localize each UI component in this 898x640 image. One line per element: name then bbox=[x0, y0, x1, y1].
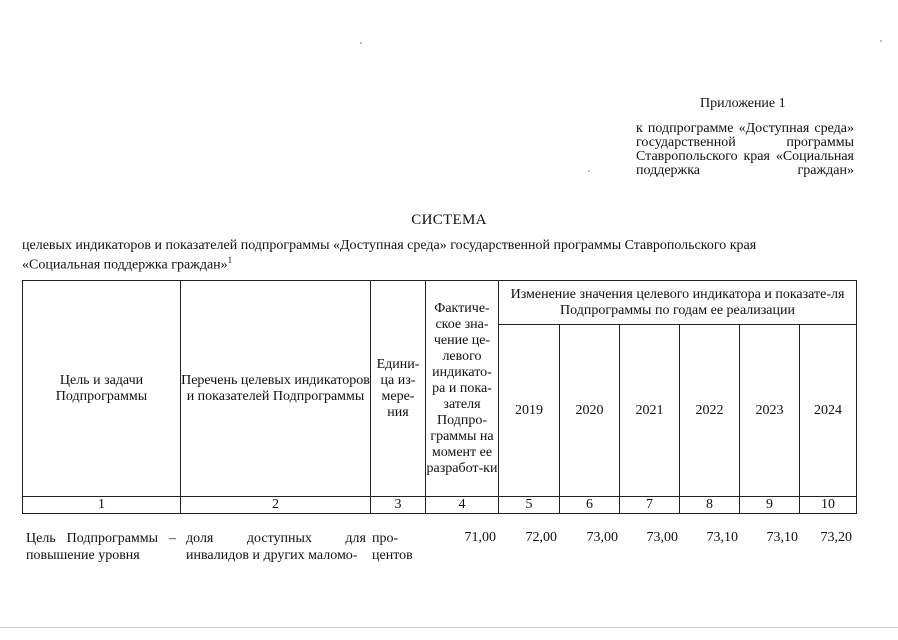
value-2023: 73,10 bbox=[766, 530, 798, 545]
appendix-text: к подпрограмме «Доступная среда» государственной программы Ставропольского края «Социальная поддержка граждан» bbox=[636, 121, 854, 178]
appendix-title: Приложение 1 bbox=[700, 96, 786, 111]
header-goal: Цель и задачи Подпрограммы bbox=[23, 281, 181, 497]
row-unit-text: про-центов bbox=[372, 531, 413, 563]
column-number: 3 bbox=[371, 497, 426, 514]
header-years-group: Изменение значения целевого индикатора и показате-ля Подпрограммы по годам ее реализации bbox=[499, 281, 857, 325]
row-goal-text: Цель Подпрограммы – повышение уровня bbox=[26, 531, 176, 563]
column-number: 9 bbox=[740, 497, 800, 514]
column-number: 7 bbox=[620, 497, 680, 514]
value-2019: 72,00 bbox=[525, 530, 557, 545]
column-number: 10 bbox=[800, 497, 857, 514]
document-subheading bbox=[22, 238, 856, 273]
scan-speck bbox=[588, 170, 590, 172]
scan-speck bbox=[360, 42, 362, 44]
column-number: 1 bbox=[23, 497, 181, 514]
column-number: 6 bbox=[560, 497, 620, 514]
header-indicators: Перечень целевых индикаторов и показателей Подпрограммы bbox=[181, 281, 371, 497]
header-year-2019: 2019 bbox=[499, 325, 560, 497]
value-actual: 71,00 bbox=[464, 530, 496, 545]
value-2024: 73,20 bbox=[820, 530, 852, 545]
column-number: 2 bbox=[181, 497, 371, 514]
column-number: 8 bbox=[680, 497, 740, 514]
footnote-mark: 1 bbox=[227, 255, 233, 265]
value-2020: 73,00 bbox=[586, 530, 618, 545]
header-year-2021: 2021 bbox=[620, 325, 680, 497]
scan-speck bbox=[880, 40, 882, 42]
header-year-2023: 2023 bbox=[740, 325, 800, 497]
row-indicator-text: доля доступных для инвалидов и других маломо- bbox=[186, 531, 366, 563]
value-2022: 73,10 bbox=[706, 530, 738, 545]
header-year-2020: 2020 bbox=[560, 325, 620, 497]
header-year-2024: 2024 bbox=[800, 325, 857, 497]
subheading-line-2: «Социальная поддержка граждан» bbox=[22, 257, 228, 273]
value-2021: 73,00 bbox=[646, 530, 678, 545]
indicators-table bbox=[22, 280, 857, 514]
scan-edge-line bbox=[0, 627, 898, 628]
column-number: 5 bbox=[499, 497, 560, 514]
header-unit: Едини-ца из-мере-ния bbox=[371, 281, 426, 497]
subheading-line-1: целевых индикаторов и показателей подпрограммы «Доступная среда» государственной программы Ставропольского края bbox=[22, 238, 757, 253]
document-heading: СИСТЕМА bbox=[411, 212, 487, 228]
header-actual-value: Фактиче-ское зна-чение це-левого индикато-ра и пока-зателя Подпро-граммы на момент ее разработ-ки bbox=[426, 281, 499, 497]
column-number: 4 bbox=[426, 497, 499, 514]
header-year-2022: 2022 bbox=[680, 325, 740, 497]
